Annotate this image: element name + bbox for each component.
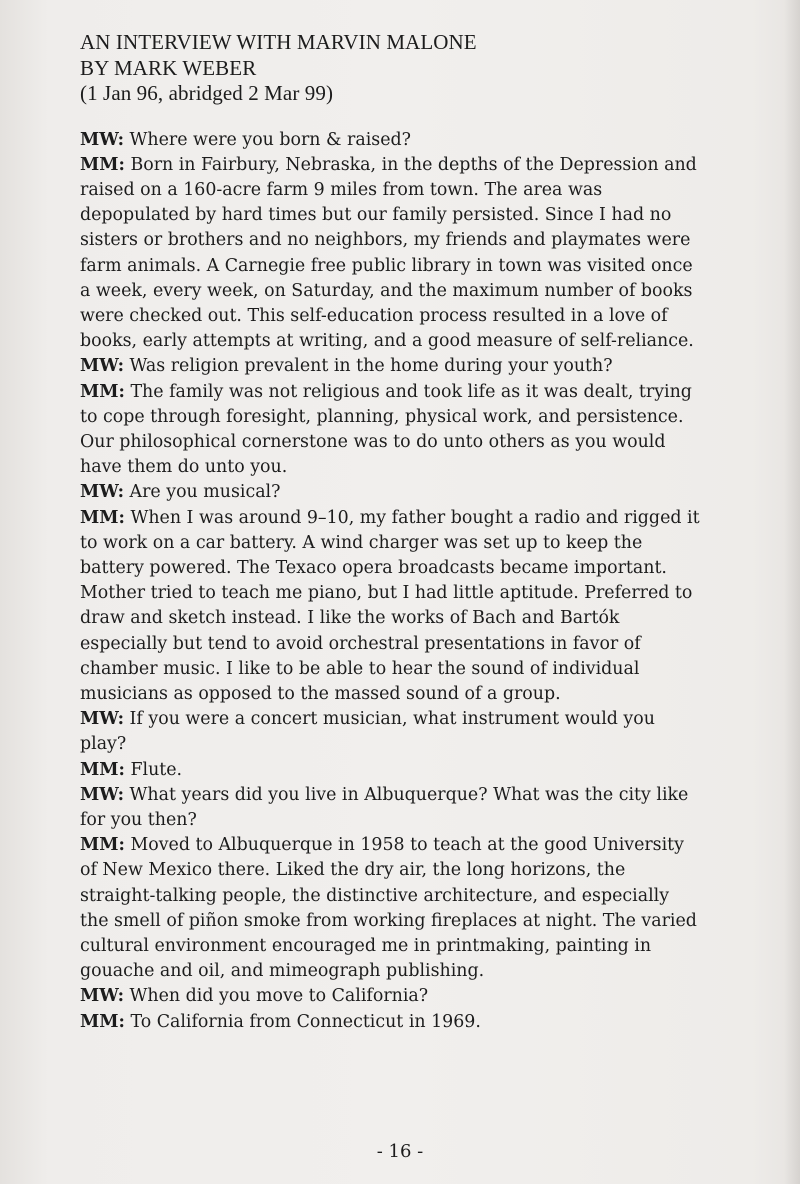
question-text: Was religion prevalent in the home during your youth? <box>124 356 613 377</box>
answer-paragraph <box>80 1010 700 1035</box>
interview-byline: BY MARK WEBER <box>80 55 257 80</box>
speaker-label: MM: <box>80 835 125 856</box>
question-paragraph <box>80 128 700 153</box>
question-paragraph <box>80 783 700 833</box>
page-number: - 16 - <box>376 1141 424 1162</box>
interview-body <box>80 128 700 1035</box>
question-paragraph <box>80 984 700 1009</box>
answer-paragraph <box>80 833 700 984</box>
interview-content <box>80 30 700 1035</box>
interview-dates: (1 Jan 96, abridged 2 Mar 99) <box>80 81 334 105</box>
speaker-label: MW: <box>80 482 125 503</box>
answer-text: To California from Connecticut in 1969. <box>124 1011 481 1032</box>
question-text: Are you musical? <box>124 482 281 503</box>
question-text: When did you move to California? <box>124 986 429 1007</box>
answer-text: When I was around 9–10, my father bought a radio and rigged it to work on a car battery. A wind charger was set up to keep the battery powered. The Texaco opera broadcasts became important. Mother tried to teach me piano, but I had little aptitude. Preferred to draw and sketch instead. I like the works of Bach and Bartók especially but tend to avoid orchestral presentations in favor of chamber music. I like to be able to hear the sound of individual musicians as opposed to the massed sound of a group. <box>80 507 700 704</box>
speaker-label: MM: <box>80 154 125 175</box>
question-paragraph <box>80 354 700 379</box>
speaker-label: MM: <box>80 381 125 402</box>
answer-text: Born in Fairbury, Nebraska, in the depths of the Depression and raised on a 160-acre farm 9 miles from town. The area was depopulated by hard times but our family persisted. Since I had no sisters or brothers and no neighbors, my friends and playmates were farm animals. A Carnegie free public library in town was visited once a week, every week, on Saturday, and the maximum number of books were checked out. This self-education process resulted in a love of books, early attempts at writing, and a good measure of self-reliance. <box>80 154 697 352</box>
speaker-label: MW: <box>80 986 125 1007</box>
interview-header <box>80 30 700 107</box>
question-paragraph <box>80 480 700 505</box>
speaker-label: MW: <box>80 129 125 150</box>
question-text: What years did you live in Albuquerque? What was the city like for you then? <box>80 784 689 830</box>
interview-title: AN INTERVIEW WITH MARVIN MALONE <box>80 30 477 54</box>
speaker-label: MW: <box>80 784 125 805</box>
answer-text: The family was not religious and took life as it was dealt, trying to cope through foresight, planning, physical work, and persistence. Our philosophical cornerstone was to do unto others as you would have them do unto you. <box>80 381 692 478</box>
question-text: Where were you born & raised? <box>124 129 411 150</box>
question-text: If you were a concert musician, what instrument would you play? <box>80 709 655 755</box>
answer-paragraph <box>80 758 700 783</box>
speaker-label: MW: <box>80 709 125 730</box>
answer-text: Flute. <box>124 759 183 780</box>
page-edge-shadow <box>784 0 800 1184</box>
answer-paragraph <box>80 153 700 355</box>
question-paragraph <box>80 707 700 757</box>
speaker-label: MM: <box>80 759 125 780</box>
answer-text: Moved to Albuquerque in 1958 to teach at the good University of New Mexico there. Liked the dry air, the long horizons, the straight-talking people, the distinctive architecture, and especially the smell of piñon smoke from working fireplaces at night. The varied cultural environment encouraged me in printmaking, painting in gouache and oil, and mimeograph publishing. <box>80 835 697 982</box>
speaker-label: MW: <box>80 356 125 377</box>
speaker-label: MM: <box>80 507 125 528</box>
answer-paragraph <box>80 506 700 708</box>
answer-paragraph <box>80 380 700 481</box>
speaker-label: MM: <box>80 1011 125 1032</box>
